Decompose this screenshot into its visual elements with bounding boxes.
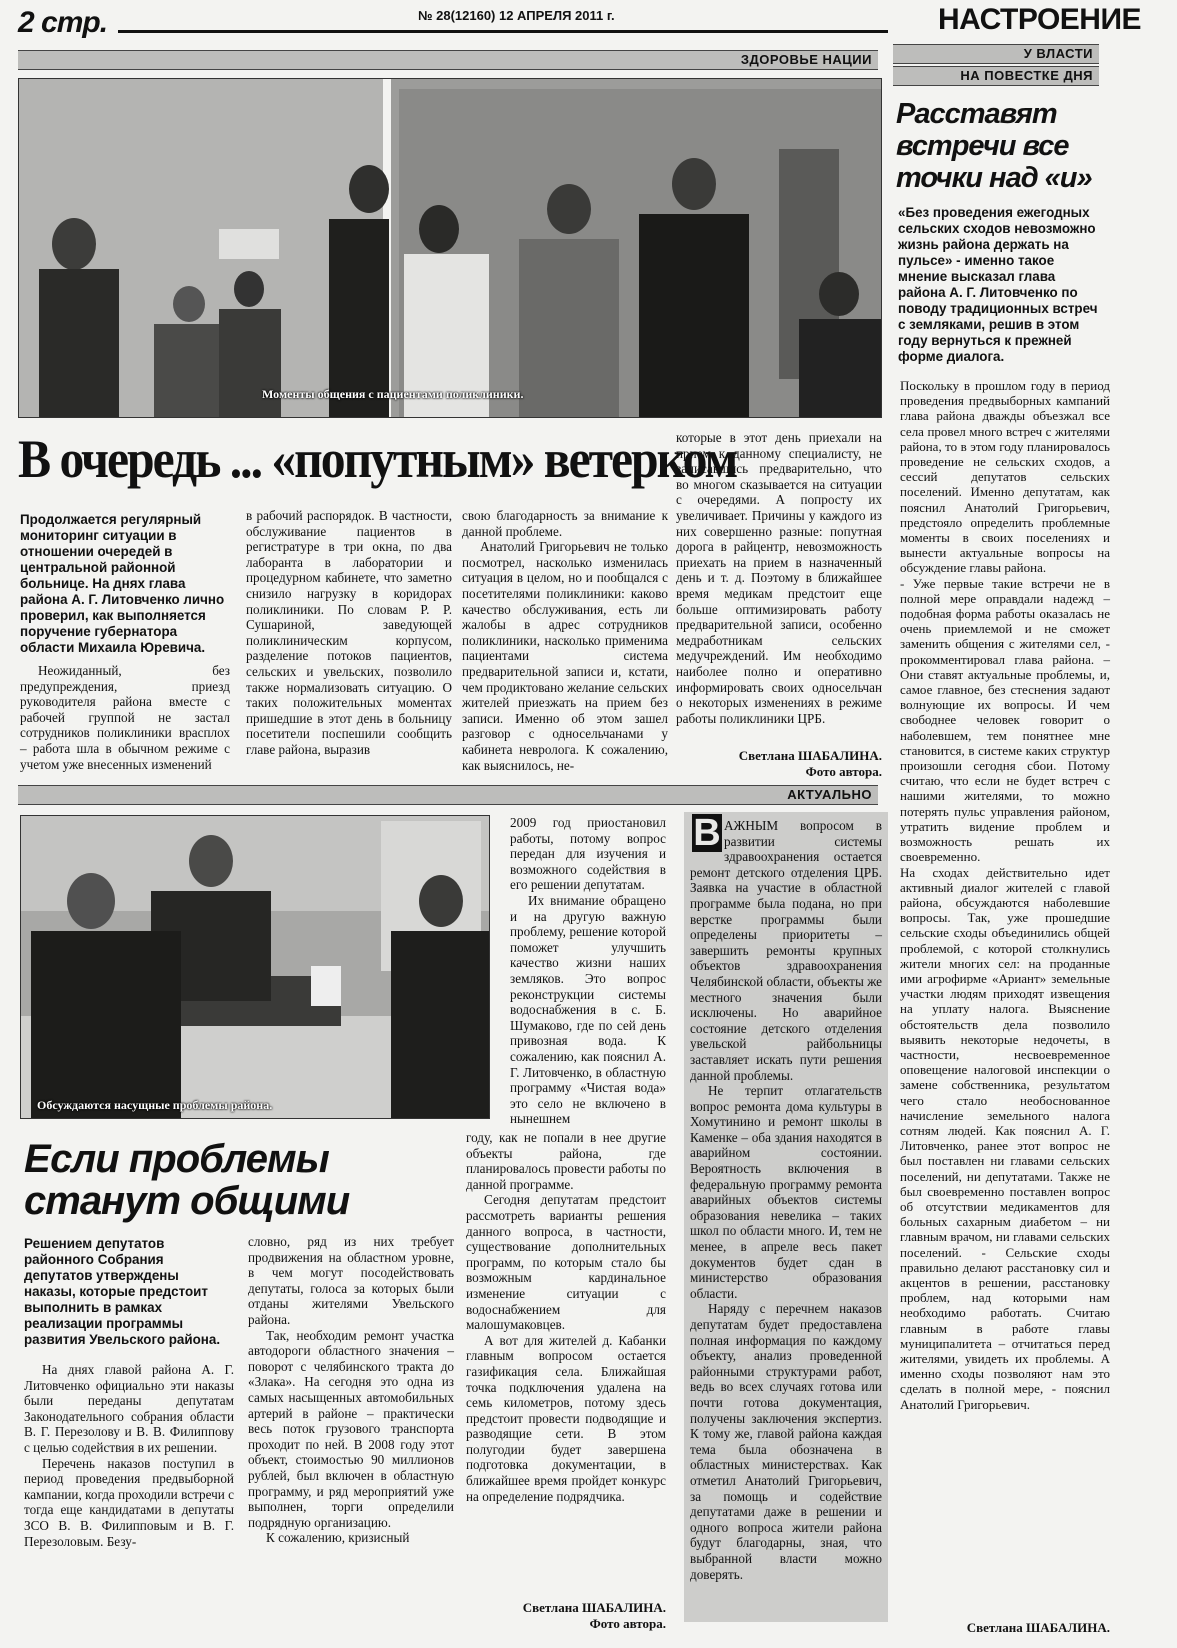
rubric-actual: [18, 785, 878, 805]
paragraph: Так, необходим ремонт участка автодороги областного значения – поворот с челябинского тракта до «Злака». На сегодня это одна из самых насыщенных автомобильных артерий в районе – практически весь поток грузового транспорта проходит по ней. В 2008 году этот объект, стоимостью 90 миллионов рублей, был включен в областную программу, и ряд мероприятий уже выполнен, торги определили подрядную организацию.: [248, 1327, 454, 1530]
sidebar-signature: Светлана ШАБАЛИНА.: [966, 1620, 1110, 1635]
paragraph: Поскольку в прошлом году в период проведения предвыборных кампаний глава района дважды объезжал все села провел много встреч с жителями района, то в этом году планировалось проведение не сельских сходов, а сессий депутатов сельских поселений. Именно депутатам, как пояснил Анатолий Григорьевич, предстояло определить проблемные моменты в своих поселениях и вынести актуальные вопросы на обсуждение главы района.: [900, 378, 1110, 576]
article2-col3b: [466, 1130, 666, 1504]
paragraph: АЖНЫМ вопросом в развитии системы здравоохранения остается ремонт детского отделения ЦРБ. Заявка на участие в областной программе была подана, но при верстке программы были определены приоритеты – завершить ремонты крупных объектов здравоохранения Челябинской области, объекты же местного значения были исключены. Но аварийное состояние детского отделения увельской райбольницы заставляет искать пути решения данной проблемы.: [690, 818, 882, 1083]
paragraph: Перечень наказов поступил в период проведения предвыборной кампании, когда проходили встречи с тогда еще кандидатами в депутаты ЗСО В. В. Филипповым и В. Г. Перезоловым. Безу-: [24, 1455, 234, 1549]
author-name: Светлана ШАБАЛИНА.: [738, 748, 882, 763]
photo-clinic-image: [19, 79, 881, 417]
rubric-label: ЗДОРОВЬЕ НАЦИИ: [740, 52, 872, 67]
paragraph: свою благодарность за внимание к данной проблеме.: [462, 508, 668, 539]
sidebar-lead: «Без проведения ежегодных сельских сходов невозможно жизнь района держать на пульсе» - именно такое мнение высказал глава района А. Г. Литовченко по поводу традиционных встреч с земляками, решив в этом году вернуться к прежней форме диалога.: [898, 205, 1098, 364]
article2-col3a: [510, 815, 666, 1127]
headline-line: Если проблемы: [24, 1137, 329, 1181]
rubric-label: НА ПОВЕСТКЕ ДНЯ: [960, 68, 1093, 83]
section-title: НАСТРОЕНИЕ: [938, 3, 1142, 36]
paragraph: - Уже первые такие встречи не в полной мере оправдали надежд – подобная форма работы оказалась не очень приемлемой и не сможет заменить общения с жителями сел, - прокомментировал глава района. – Они ставят актуальные проблемы, и, самое главное, без стеснения задают волнующие их вопросы. И чем свободнее человек говорит о наболевшем, тем понятнее мне становится, в системе каких структур произошли сегодня сбои. Потому считаю, что если не будет встреч с нашими жителями, то можно потерять пульс управления районом, утратить видение проблем и возможность решать их своевременно.: [900, 575, 1110, 865]
lead-queue: Продолжается регулярный мониторинг ситуации в отношении очередей в центральной районной больнице. На днях глава района А. Г. Литовченко лично проверил, как выполняется поручение губернатора области Михаила Юревича.: [20, 512, 225, 655]
article1-col4: [676, 430, 882, 726]
paragraph: К сожалению, кризисный: [266, 1530, 410, 1546]
paragraph: Не терпит отлагательств вопрос ремонта дома культуры в Хомутинино и ремонт школы в Каменке – оба здания находятся в аварийном состоянии. Вероятность включения в федеральную программу ремонта аварийных объектов системы образования невелика – таких школ по области много. И, тем не менее, в апреле весь пакет документов будет сдан в министерство образования области.: [690, 1083, 882, 1301]
paragraph: словно, ряд из них требует продвижения на областном уровне, в чем могут посодействовать депутаты, голоса за которых были отданы жителями Увельского района.: [248, 1234, 454, 1327]
paragraph: На днях главой района А. Г. Литовченко официально эти наказы были переданы депутатам Законодательного собрания области В. Г. Перезолову и В. В. Филиппову с целью содействия в их решении.: [24, 1362, 234, 1455]
header-rule: [118, 30, 888, 33]
rubric-agenda: [893, 66, 1099, 86]
lead-problems: Решением депутатов районного Собрания депутатов утверждены наказы, которые предстоит выполнить в рамках реализации программы развития Увельского района.: [24, 1236, 221, 1347]
paragraph: 2009 год приостановил работы, потому вопрос передан для изучения и возможного содействия в его решении депутатам.: [510, 815, 666, 893]
article1-col1: [20, 663, 230, 772]
article2-col4: [690, 818, 882, 1582]
photo-meeting: [20, 815, 490, 1119]
photo-caption: Обсуждаются насущные проблемы района.: [37, 1098, 273, 1112]
paragraph: А вот для жителей д. Кабанки главным вопросом остается газификация села. Ближайшая точка подключения удалена на семь километров, потому здесь предстоит провести подводящие и разводящие сети. В этом полугодии будет завершена подготовка документации, в ближайшее время пройдет конкурс на определение подрядчика.: [466, 1332, 666, 1504]
article1-col3: [462, 508, 668, 773]
paragraph: Сегодня депутатам предстоит рассмотреть варианты решения данного вопроса, в частности, существование дополнительных программ, по которым стало бы возможным кардинальное изменение ситуации с водоснабжением для малошумаковцев.: [466, 1192, 666, 1333]
article1-col2: [246, 508, 452, 758]
article1-signature: [676, 748, 882, 780]
paragraph: в рабочий распорядок. В частности, обслуживание пациентов в регистратуре в три окна, по два лаборанта в лаборатории и процедурном кабинете, что заметно снизило нагрузку в коридорах поликлиники. По словам Р. Р. Сушариной, заведующей поликлиническим корпусом, разделение потоков пациентов, сельских и увельских, позволило также нормализовать ситуацию. О таких положительных моментах пришедшие в этот день в больницу посетители поспешили сообщить главе района, выразив: [246, 508, 452, 757]
paragraph: На сходах действительно идет активный диалог жителей с главой района, обсуждаются наболевшие вопросы. Так, уже прошедшие сельские сходы объединились общей проблемой, с которой столкнулись жители многих сел: на проданные ими агрофирме «Ариант» земельные участки людям приходят извещения на уплату налога. Выяснение обстоятельств дела позволило выявить некоторые недочеты, в частности, несвоевременное оповещение налоговой инспекции о замене собственника, результатом чего стало необоснованное начисление земельного налога сотням людей. Как пояснил А. Г. Литовченко, ранее этот вопрос не был поставлен ни главами сельских поселений, ни депутатами. Также не был своевременно поставлен вопрос об отсутствии медикаментов для больных сахарным диабетом – ни главным врачом, ни главами сельских поселений. - Сельские сходы правильно делают расстановку сил и акцентов в решении, расстановку проблем, над которыми нам необходимо работать. Считаю главным в работе главы муниципалитета – отчитаться перед жителями, увидеть их проблемы. А именно сходы позволяют нам это сделать в полной мере, - пояснил Анатолий Григорьевич.: [900, 864, 1110, 1412]
headline-queue: В очередь ... «попутным» ветерком: [18, 429, 737, 489]
paragraph: Наряду с перечнем наказов депутатам будет предоставлена полная информация по каждому объекту, анализ проведенной районными структурами работ, ведь во всех случаях готова или почти готова документация, получены заключения экспертиз. К тому же, главой района каждая тема была обозначена в областных министерствах. Как отметил Анатолий Григорьевич, за помощь и содействие депутатами даже в решении и одного вопроса жители района будут благодарны, зная, что выбранной власти можно доверять.: [690, 1301, 882, 1582]
drop-cap: В: [693, 812, 721, 854]
headline-line: станут общими: [24, 1179, 350, 1223]
sidebar-body: [900, 378, 1110, 1412]
photo-meeting-image: [21, 816, 489, 1118]
rubric-label: АКТУАЛЬНО: [787, 787, 872, 802]
rubric-power: [893, 44, 1099, 64]
author-name: Светлана ШАБАЛИНА.: [522, 1600, 666, 1615]
rubric-label: У ВЛАСТИ: [1023, 46, 1093, 61]
headline-problems: [24, 1138, 484, 1222]
paragraph: Неожиданный, без предупреждения, приезд руководителя района вместе с рабочей группой не застал сотрудников поликлиники врасплох – работа шла в обычном режиме с учетом уже внесенных изменений: [20, 663, 230, 772]
article2-col2: [248, 1234, 454, 1546]
paragraph: которые в этот день приехали на прием к данному специалисту, не записавшись предварительно, что во многом сказывается на ситуации с очередями. А попросту их увеличивает. Причины у каждого из них совершенно разные: попутная дорога в райцентр, невозможность приехать на прием в назначенный день и т. д. Поэтому в ближайшее время медикам предстоит еще больше оптимизировать работу предварительной записи, особенно медработникам сельских медучреждений. Им необходимо наиболее полно и оперативно информировать своих односельчан о некоторых изменениях в режиме работы поликлиники ЦРБ.: [676, 430, 882, 726]
page-number: 2 стр.: [18, 6, 108, 39]
article2-col1: [24, 1362, 234, 1549]
photo-caption: Моменты общения с пациентами поликлиники.: [262, 387, 524, 401]
photo-clinic-visit: [18, 78, 882, 418]
sidebar-headline: Расставят встречи все точки над «и»: [896, 98, 1092, 194]
paragraph: Их внимание обращено и на другую важную проблему, решение которой поможет улучшить качество жизни наших земляков. Это вопрос реконструкции системы водоснабжения в с. Б. Шумаково, где по сей день привозная вода. К сожалению, как пояснил А. Г. Литовченко, в областную программу «Чистая вода» это село не включено в нынешнем: [510, 892, 666, 1127]
issue-date: № 28(12160) 12 АПРЕЛЯ 2011 г.: [418, 8, 615, 23]
paragraph: году, как не попали в нее другие объекты района, где планировалось провести работы по данной программе.: [466, 1130, 666, 1192]
rubric-health: [18, 50, 878, 70]
paragraph: Анатолий Григорьевич не только посмотрел, насколько изменилась ситуация в целом, но и пообщался с посетителями поликлиники: каково качество обслуживания, есть ли жалобы в адрес сотрудников поликлиники, насколько применима пациентами система предварительной записи и, кстати, чем продиктовано желание сельских жителей приезжать на прием без записи. Именно об этом зашел разговор с односельчанами у кабинета невролога. К сожалению, как выяснилось, не-: [462, 539, 668, 773]
photo-credit: Фото автора.: [589, 1616, 666, 1631]
photo-credit: Фото автора.: [805, 764, 882, 779]
article2-signature: [466, 1600, 666, 1632]
